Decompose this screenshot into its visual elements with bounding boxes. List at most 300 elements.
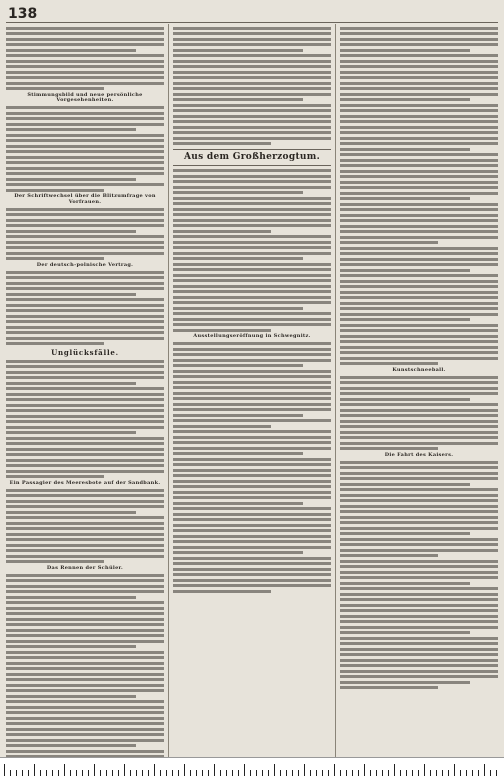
text-line [6,590,164,593]
text-line [6,106,164,109]
text-line [6,700,164,703]
text-line [340,263,498,266]
film-tick [22,770,23,776]
text-line [340,236,498,239]
text-line [173,120,331,123]
text-line [173,463,331,466]
film-tick [28,770,29,776]
text-line [173,137,331,140]
film-tick [310,770,311,776]
text-line [6,271,164,274]
text-line [173,590,271,593]
text-line [6,38,164,41]
film-tick [412,770,413,776]
text-line [173,474,331,477]
text-line [173,98,303,101]
film-tick [202,770,203,776]
text-line [340,494,498,497]
text-line [6,189,104,192]
text-line [6,585,164,588]
text-line [173,469,331,472]
text-line [6,393,164,396]
text-line [340,54,498,57]
text-line [340,153,498,156]
text-line [173,241,331,244]
text-line [340,532,470,535]
text-line [6,607,164,610]
text-line [173,290,331,293]
text-line [173,82,331,85]
film-tick [166,770,167,776]
text-line [173,419,331,422]
text-line [173,397,331,400]
text-line [6,464,164,467]
text-line [340,510,498,513]
article-block [6,194,164,260]
text-line [340,615,498,618]
text-line [340,420,498,423]
text-line [340,324,498,327]
text-line [6,398,164,401]
text-line [340,159,498,162]
text-line [6,246,164,249]
text-line [6,257,104,260]
film-tick [358,770,359,776]
text-line [6,213,164,216]
text-line [6,470,164,473]
text-line [340,274,498,277]
text-line [340,252,498,255]
text-line [173,392,331,395]
column-1 [6,24,164,758]
film-tick [472,770,473,776]
column-2 [173,24,331,758]
text-line [6,511,136,514]
film-tick [262,770,263,776]
text-line [6,49,136,52]
text-line [340,131,498,134]
text-line [340,642,498,645]
text-line [173,115,331,118]
text-line [173,329,271,332]
text-line [340,681,470,684]
article-block [173,430,331,593]
text-line [340,431,498,434]
film-tick [58,770,59,776]
text-line [6,634,164,637]
text-line [6,574,164,577]
text-line [340,483,470,486]
text-line [6,172,164,175]
film-tick [52,770,53,776]
text-line [173,268,331,271]
text-line [173,60,331,63]
text-line [340,258,498,261]
text-line [173,87,331,90]
article-block [340,27,498,245]
film-tick [460,770,461,776]
text-line [340,593,498,596]
running-header [6,6,498,23]
text-line [6,224,164,227]
film-tick [106,770,107,776]
text-line [6,426,164,429]
text-line [6,629,164,632]
text-line [340,280,498,283]
text-line [173,208,331,211]
text-line [6,117,164,120]
text-line [6,241,164,244]
text-line [340,543,498,546]
text-line [6,76,164,79]
text-line [173,263,331,266]
text-line [6,326,164,329]
text-line [173,353,331,356]
text-line [6,522,164,525]
text-line [6,500,164,503]
text-line [340,76,498,79]
film-tick [196,770,197,776]
text-line [173,285,331,288]
text-line [340,230,498,233]
text-line [173,573,331,576]
film-tick [178,770,179,776]
text-line [173,447,331,450]
text-line [6,32,164,35]
text-line [173,436,331,439]
text-line [6,304,164,307]
film-tick [232,770,233,776]
text-line [173,257,303,260]
text-line [6,309,164,312]
text-line [340,648,498,651]
text-line [173,191,303,194]
text-line [173,312,331,315]
text-line [6,112,164,115]
text-line [340,296,498,299]
film-tick [424,764,425,776]
text-line [173,54,331,57]
text-line [173,197,331,200]
text-line [340,137,498,140]
film-tick [34,764,35,776]
text-line [340,357,498,360]
text-line [6,60,164,63]
film-tick [130,770,131,776]
text-line [340,346,498,349]
film-tick [322,770,323,776]
text-line [173,535,331,538]
text-line [340,488,498,491]
text-line [6,54,164,57]
text-line [173,71,331,74]
text-line [340,109,498,112]
text-line [340,521,498,524]
film-tick [88,770,89,776]
text-line [6,230,136,233]
text-line [6,442,164,445]
article-block [340,560,498,690]
film-tick [10,770,11,776]
article-heading: Der Schriftwechsel über die Blitzumfrage von Vorfrauen. [14,193,156,205]
text-line [6,71,164,74]
text-line [173,252,331,255]
text-line [173,562,331,565]
article-block [6,566,164,759]
text-line [6,150,164,153]
text-line [6,640,164,643]
film-tick [4,764,5,776]
text-line [340,65,498,68]
text-line [173,386,331,389]
text-line [6,139,164,142]
text-line [173,430,331,433]
text-line [173,175,331,178]
text-line [6,711,164,714]
film-tick [316,770,317,776]
text-line [340,442,498,445]
text-line [340,313,498,316]
text-line [340,164,498,167]
text-line [6,178,136,181]
text-line [6,183,164,186]
text-line [6,662,164,665]
text-line [6,431,136,434]
text-line [340,538,498,541]
text-line [340,87,498,90]
text-line [340,609,498,612]
text-line [340,335,498,338]
text-line [340,38,498,41]
text-line [340,392,498,395]
text-line [173,348,331,351]
text-line [340,203,498,206]
text-line [6,555,164,558]
film-tick [124,764,125,776]
text-line [340,32,498,35]
article-heading: Kunstschneeball. [392,366,446,373]
article-heading: Das Rennen der Schüler. [46,564,124,571]
text-line [173,551,303,554]
text-line [173,131,331,134]
film-tick [244,764,245,776]
text-line [6,252,164,255]
text-line [173,246,331,249]
text-line [6,404,164,407]
text-line [173,491,331,494]
text-line [340,598,498,601]
article-block [340,368,498,451]
film-tick [430,770,431,776]
text-line [340,285,498,288]
text-line [340,186,498,189]
text-line [173,213,331,216]
text-line [173,579,331,582]
text-line [6,342,104,345]
text-line [340,98,470,101]
film-tick [484,764,485,776]
text-line [6,689,164,692]
column-3 [340,24,498,758]
text-line [340,387,498,390]
text-line [340,527,498,530]
text-line [340,219,498,222]
text-line [173,307,303,310]
text-line [340,620,498,623]
text-line [6,320,164,323]
text-line [340,587,498,590]
text-line [6,331,164,334]
film-tick [340,770,341,776]
text-line [6,145,164,148]
text-line [6,371,164,374]
text-line [340,576,498,579]
text-line [173,502,303,505]
text-line [6,533,164,536]
text-line [340,269,470,272]
film-tick [376,770,377,776]
text-line [340,670,498,673]
text-line [173,403,331,406]
text-line [173,142,271,145]
text-line [6,409,164,412]
text-line [340,403,498,406]
text-line [340,637,498,640]
film-tick [382,770,383,776]
text-line [340,93,498,96]
film-tick [268,770,269,776]
text-line [173,126,331,129]
film-tick [418,770,419,776]
text-line [6,538,164,541]
text-line [6,717,164,720]
article-heading: Stimmungsbild und neue persönliche Vorgesehenheiten. [27,91,143,103]
text-line [173,359,331,362]
film-tick [436,770,437,776]
text-line [173,76,331,79]
text-line [340,148,470,151]
text-line [340,664,498,667]
text-line [6,437,164,440]
text-line [340,675,498,678]
text-line [173,425,271,428]
text-line [6,618,164,621]
film-edge-strip [0,757,504,776]
text-line [6,673,164,676]
text-line [6,337,164,340]
film-tick [328,770,329,776]
text-line [6,579,164,582]
text-line [6,128,136,131]
film-tick [256,770,257,776]
film-tick [394,764,395,776]
text-line [340,302,498,305]
text-line [6,706,164,709]
text-line [6,475,104,478]
film-tick [220,770,221,776]
text-line [6,87,104,90]
film-tick [100,770,101,776]
text-line [340,499,498,502]
film-tick [112,770,113,776]
film-tick [94,764,95,776]
text-line [6,293,136,296]
article-block [340,453,498,558]
columns-container [6,24,498,758]
text-line [6,27,164,30]
text-line [340,175,498,178]
film-tick [70,770,71,776]
text-line [340,466,498,469]
film-tick [274,764,275,776]
film-tick [46,770,47,776]
text-line [6,65,164,68]
text-line [340,27,498,30]
film-tick [172,770,173,776]
text-line [340,115,498,118]
film-tick [448,770,449,776]
text-line [173,524,331,527]
text-line [6,678,164,681]
text-line [173,65,331,68]
text-line [173,513,331,516]
text-line [340,686,438,689]
text-line [340,241,438,244]
film-tick [454,764,455,776]
film-tick [214,764,215,776]
text-line [340,181,498,184]
text-line [6,287,164,290]
text-line [340,472,498,475]
text-line [173,318,331,321]
text-line [6,527,164,530]
text-line [6,560,104,563]
text-line [173,452,303,455]
text-line [173,224,331,227]
text-line [6,645,136,648]
text-line [6,167,164,170]
text-line [6,612,164,615]
text-line [6,722,164,725]
text-line [340,225,498,228]
text-line [173,323,331,326]
text-line [340,82,498,85]
film-tick [154,764,155,776]
article-heading: Ausstellungseröffnung in Schwegnitz. [193,333,311,339]
text-line [340,192,498,195]
article-block [173,169,331,233]
text-line [340,571,498,574]
text-line [340,398,470,401]
film-tick [190,770,191,776]
article-heading: Die Fahrt des Kaisers. [384,451,454,458]
text-line [173,230,271,233]
film-tick [208,770,209,776]
text-line [173,485,331,488]
text-line [6,415,164,418]
text-line [6,516,164,519]
film-tick [334,764,335,776]
text-line [340,351,498,354]
article-block [173,235,331,332]
text-line [340,659,498,662]
film-tick [226,770,227,776]
text-line [6,382,136,385]
text-line [340,516,498,519]
text-line [173,274,331,277]
text-line [340,49,470,52]
text-line [173,43,331,46]
